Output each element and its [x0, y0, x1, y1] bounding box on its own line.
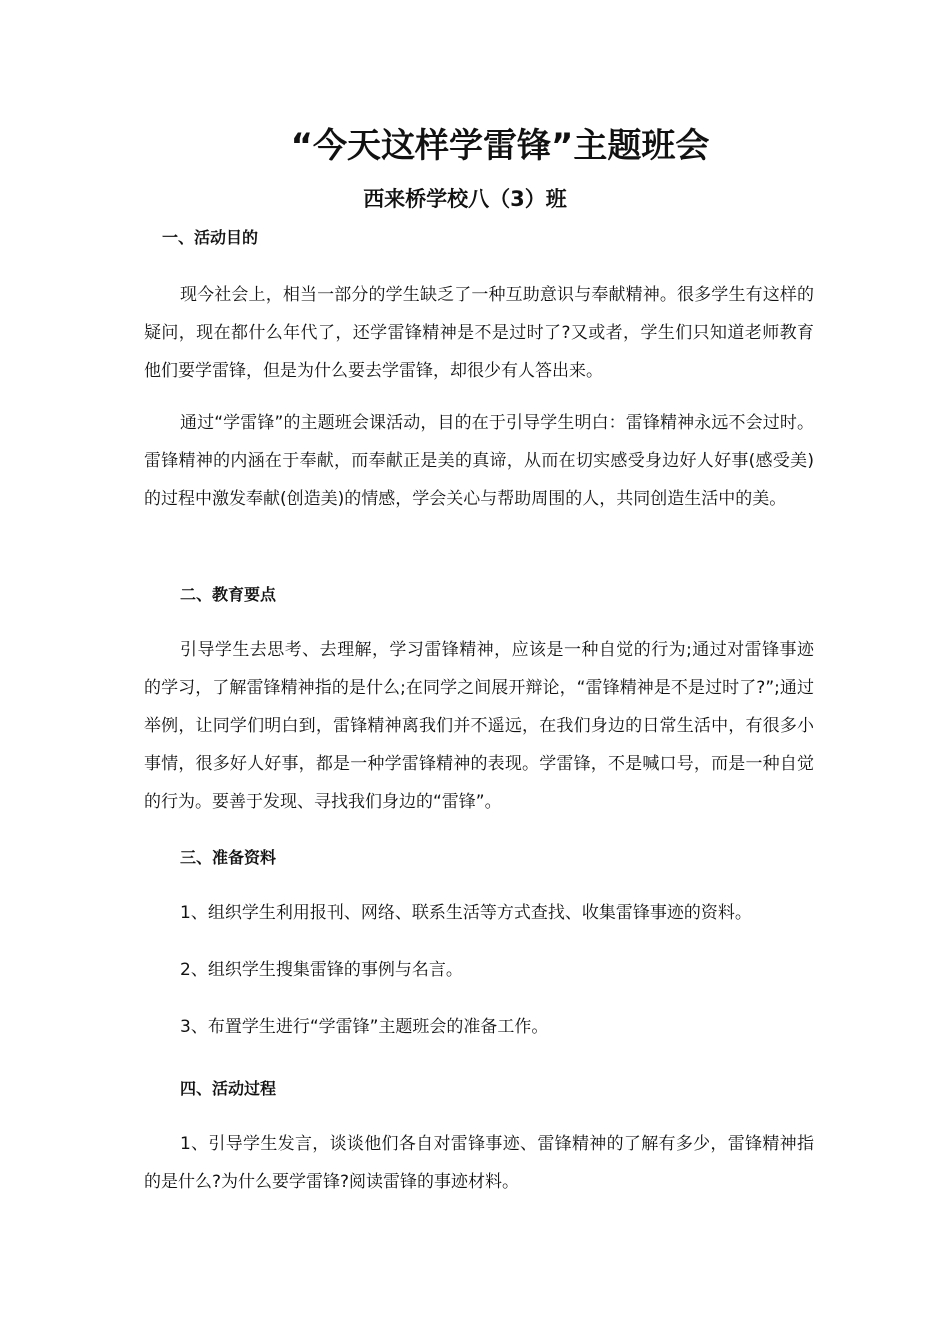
- paragraph-process-1: 1、引导学生发言，谈谈他们各自对雷锋事迹、雷锋精神的了解有多少，雷锋精神指的是什么?为什么要学雷锋?阅读雷锋的事迹材料。: [144, 1134, 814, 1192]
- section-heading-key-points: 二、教育要点: [180, 585, 277, 604]
- paragraph-purpose-2: 通过“学雷锋”的主题班会课活动，目的在于引导学生明白：雷锋精神永远不会过时。雷锋精神的内涵在于奉献，而奉献正是美的真谛，从而在切实感受身边好人好事(感受美)的过程中激发奉献(创造美)的情感，学会关心与帮助周围的人，共同创造生活中的美。: [144, 413, 814, 509]
- document-title: “今天这样学雷锋”主题班会: [290, 126, 710, 166]
- list-item-materials-2: 2、组织学生搜集雷锋的事例与名言。: [180, 960, 463, 980]
- section-heading-materials: 三、准备资料: [180, 848, 277, 867]
- document-subtitle: 西来桥学校八（3）班: [363, 187, 567, 211]
- list-item-materials-1: 1、组织学生利用报刊、网络、联系生活等方式查找、收集雷锋事迹的资料。: [180, 903, 752, 923]
- section-heading-process: 四、活动过程: [180, 1079, 277, 1098]
- paragraph-key-points-1: 引导学生去思考、去理解，学习雷锋精神，应该是一种自觉的行为;通过对雷锋事迹的学习，了解雷锋精神指的是什么;在同学之间展开辩论，“雷锋精神是不是过时了?”;通过举例，让同学们明白到，雷锋精神离我们并不遥远，在我们身边的日常生活中，有很多小事情，很多好人好事，都是一种学雷锋精神的表现。学雷锋，不是喊口号，而是一种自觉的行为。要善于发现、寻找我们身边的“雷锋”。: [144, 640, 814, 812]
- paragraph-purpose-1: 现今社会上，相当一部分的学生缺乏了一种互助意识与奉献精神。很多学生有这样的疑问，现在都什么年代了，还学雷锋精神是不是过时了?又或者，学生们只知道老师教育他们要学雷锋，但是为什么要去学雷锋，却很少有人答出来。: [144, 285, 814, 381]
- section-heading-purpose: 一、活动目的: [162, 228, 259, 247]
- list-item-materials-3: 3、布置学生进行“学雷锋”主题班会的准备工作。: [180, 1017, 549, 1037]
